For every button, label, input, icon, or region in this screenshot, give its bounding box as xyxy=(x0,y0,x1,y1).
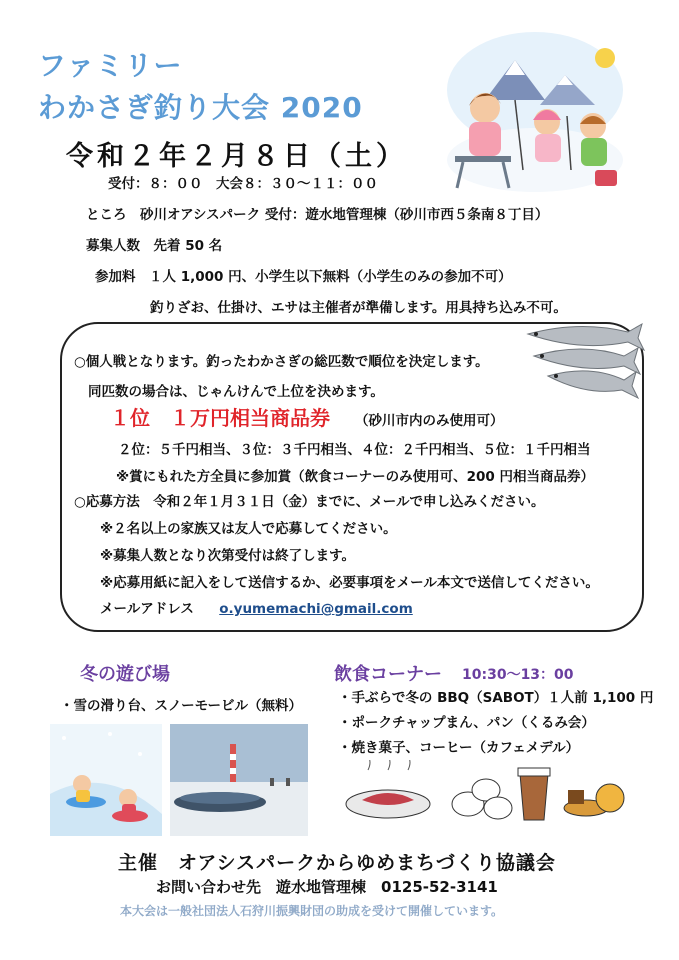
event-equipment: 釣りざお、仕掛け、エサは主催者が準備します。用具持ち込み不可。 xyxy=(150,300,567,316)
first-prize: １位 １万円相当商品券 xyxy=(110,406,330,430)
email-label: メールアドレス xyxy=(100,601,194,617)
event-times: 受付：８：００ 大会８：３０～１１：００ xyxy=(108,176,378,192)
note-form: ※応募用紙に記入をして送信するか、必要事項をメール本文で送信してください。 xyxy=(100,575,599,591)
email-link[interactable]: o.yumemachi@gmail.com xyxy=(219,601,413,617)
sled-illustration xyxy=(50,724,162,836)
winter-play-heading: 冬の遊び場 xyxy=(80,664,170,685)
contact: お問い合わせ先 遊水地管理棟 0125-52-3141 xyxy=(156,878,498,896)
ice-fishing-family-illustration xyxy=(445,30,625,195)
snow-raft-photo xyxy=(170,724,308,836)
organizer: 主催 オアシスパークからゆめまちづくり協議会 xyxy=(118,852,556,874)
winter-play-item: ・雪の滑り台、スノーモービル（無料） xyxy=(60,698,303,714)
food-item: ・手ぶらで冬の BBQ（SABOT）１人前 1,100 円 xyxy=(338,690,654,706)
food-time: 10:30～13：00 xyxy=(462,667,574,683)
event-place: ところ 砂川オアシスパーク 受付：遊水地管理棟（砂川市西５条南８丁目） xyxy=(86,207,549,223)
title-line-2: わかさぎ釣り大会 2020 xyxy=(38,91,363,124)
note-family: ※２名以上の家族又は友人で応募してください。 xyxy=(100,521,397,537)
food-heading: 飲食コーナー xyxy=(334,664,442,685)
participation-prize: ※賞にもれた方全員に参加賞（飲食コーナーのみ使用可、200 円相当商品券） xyxy=(116,469,595,485)
food-item: ・焼き菓子、コーヒー（カフェメデル） xyxy=(338,740,580,756)
event-capacity: 募集人数 先着 50 名 xyxy=(86,238,223,254)
food-illustrations xyxy=(338,760,634,824)
note-capacity: ※募集人数となり次第受付は終了します。 xyxy=(100,548,356,564)
event-fee: 参加料 １人 1,000 円、小学生以下無料（小学生のみの参加不可） xyxy=(95,269,512,285)
first-prize-note: （砂川市内のみ使用可） xyxy=(355,413,504,429)
smelt-fish-illustration xyxy=(520,312,650,404)
application-method: ○応募方法 令和２年１月３１日（金）までに、メールで申し込みください。 xyxy=(74,494,545,510)
food-item: ・ポークチャップまん、パン（くるみ会） xyxy=(338,715,595,731)
email-row xyxy=(100,597,413,617)
event-date: 令和２年２月８日（土） xyxy=(66,141,407,172)
grant-note: 本大会は一般社団法人石狩川振興財団の助成を受けて開催しています。 xyxy=(120,904,504,918)
rule-individual: ○個人戦となります。釣ったわかさぎの総匹数で順位を決定します。 xyxy=(74,354,489,370)
rule-tie: 同匹数の場合は、じゃんけんで上位を決めます。 xyxy=(88,384,384,400)
title-line-1: ファミリー xyxy=(38,49,183,82)
other-prizes: ２位：５千円相当、３位：３千円相当、４位：２千円相当、５位：１千円相当 xyxy=(118,442,591,458)
